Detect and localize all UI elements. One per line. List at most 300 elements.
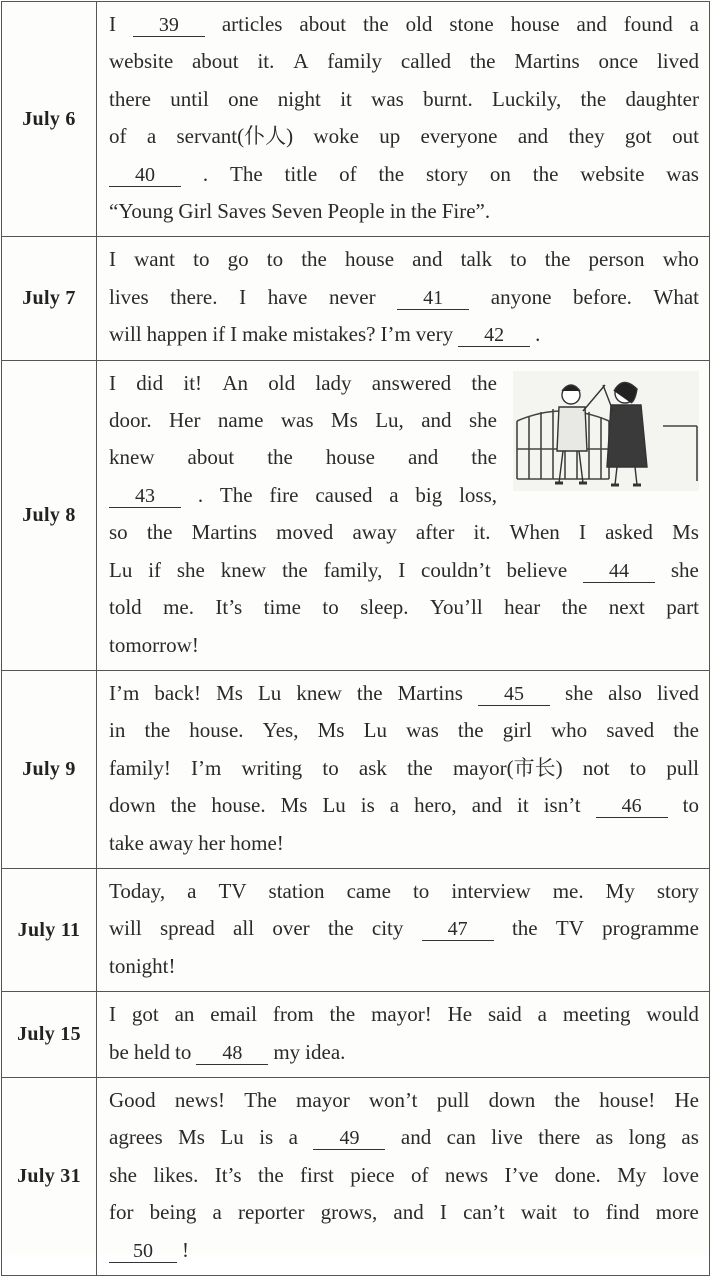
word: I xyxy=(398,557,406,582)
word: away xyxy=(352,520,397,545)
word: and xyxy=(407,445,439,470)
word: idea. xyxy=(305,1039,346,1064)
blank-40[interactable]: 40 xyxy=(109,164,181,187)
word: house xyxy=(325,445,375,470)
word: a xyxy=(689,12,699,36)
word: When xyxy=(509,520,560,545)
word: moved xyxy=(276,520,334,545)
word: and xyxy=(412,247,443,272)
text-line xyxy=(109,996,699,1033)
word: won’t xyxy=(368,1087,418,1112)
word: a xyxy=(389,482,399,507)
word: and xyxy=(576,12,607,36)
word: the xyxy=(580,86,607,111)
word: couldn’t xyxy=(421,557,491,582)
blank-47[interactable]: 47 xyxy=(422,918,494,941)
word: go xyxy=(227,247,249,272)
word: if xyxy=(148,557,162,582)
text-line xyxy=(109,316,699,353)
word: to xyxy=(573,1200,590,1225)
word: the xyxy=(471,370,497,395)
text-line xyxy=(109,279,699,316)
word: knew xyxy=(296,680,342,705)
word: long xyxy=(628,1125,666,1150)
word: me. xyxy=(163,595,194,620)
word: about xyxy=(191,49,239,74)
word: to xyxy=(682,793,699,818)
word: want xyxy=(134,247,175,272)
word: there xyxy=(109,86,151,111)
text-line xyxy=(109,627,699,664)
word: Martins xyxy=(191,520,257,545)
diary-table xyxy=(1,1,710,1276)
text-line xyxy=(109,825,699,862)
word: will xyxy=(109,322,142,347)
word: the xyxy=(301,247,327,272)
word: the xyxy=(471,445,497,470)
word: house xyxy=(345,247,395,272)
word: it xyxy=(340,86,352,111)
word: of xyxy=(109,124,127,149)
entry-cell xyxy=(97,237,710,360)
word: who xyxy=(662,247,699,272)
word: the xyxy=(511,916,538,941)
word: will xyxy=(109,916,142,941)
word: held xyxy=(133,1039,170,1064)
word: got xyxy=(131,1002,159,1027)
word: was xyxy=(406,718,439,743)
text-line xyxy=(109,1119,699,1156)
word: night xyxy=(277,86,321,111)
word: to xyxy=(322,755,339,780)
word: not xyxy=(582,755,610,780)
word: reporter xyxy=(238,1200,305,1225)
word: story xyxy=(656,878,699,903)
word: for xyxy=(109,1200,134,1225)
word: pull xyxy=(436,1087,470,1112)
diary-row xyxy=(2,1077,710,1275)
word: in xyxy=(109,718,126,743)
word: station xyxy=(268,878,325,903)
word: the xyxy=(356,680,383,705)
text-line xyxy=(109,675,699,712)
text-line xyxy=(109,589,699,626)
word: she xyxy=(565,680,594,705)
blank-46[interactable]: 46 xyxy=(596,795,668,818)
word: fire xyxy=(269,482,299,507)
word: a xyxy=(537,1002,547,1027)
word: it! xyxy=(183,370,203,395)
word: down xyxy=(488,1087,536,1112)
date-cell: July 6 xyxy=(2,2,97,237)
word: He xyxy=(674,1087,699,1112)
word: family! xyxy=(109,755,171,780)
blank-45[interactable]: 45 xyxy=(478,683,550,706)
word: email xyxy=(210,1002,257,1027)
word: mayor(市长) xyxy=(452,755,563,780)
word: I’m xyxy=(109,680,140,705)
word: family xyxy=(327,49,383,74)
word: website xyxy=(109,49,174,74)
word: to xyxy=(412,878,430,903)
word: lived xyxy=(656,49,699,74)
blank-48[interactable]: 48 xyxy=(196,1042,268,1065)
word: Ms xyxy=(317,718,345,743)
word: the xyxy=(362,12,389,36)
word: What xyxy=(653,284,699,309)
word: lady xyxy=(315,370,352,395)
word: who xyxy=(551,718,588,743)
word: story xyxy=(425,161,468,186)
word: of xyxy=(410,1162,429,1187)
word: the xyxy=(257,1162,284,1187)
word: a xyxy=(187,878,197,903)
entry-cell xyxy=(97,868,710,991)
word: My xyxy=(617,1162,647,1187)
diary-row xyxy=(2,992,710,1078)
word: The xyxy=(244,1087,277,1112)
text-line xyxy=(109,1034,699,1071)
word: to xyxy=(174,1039,192,1064)
word: would xyxy=(646,1002,699,1027)
word: hero, xyxy=(414,793,457,818)
entry-cell xyxy=(97,1077,710,1275)
word: she xyxy=(176,557,205,582)
word: a xyxy=(389,793,400,818)
word: first xyxy=(300,1162,334,1187)
word: Ms xyxy=(330,408,358,433)
word: Ms xyxy=(216,680,243,705)
word: said xyxy=(487,1002,522,1027)
word: burnt. xyxy=(423,86,473,111)
word: the xyxy=(532,161,559,186)
word: out xyxy=(672,124,699,149)
word: be xyxy=(109,1039,129,1064)
word: got xyxy=(624,124,652,149)
date-cell: July 8 xyxy=(2,360,97,670)
text-line xyxy=(109,241,699,278)
word: Girl xyxy=(178,199,213,224)
word: family, xyxy=(323,557,383,582)
word: one xyxy=(228,86,259,111)
word: . xyxy=(197,482,204,507)
word: and xyxy=(517,124,549,149)
date-cell: July 7 xyxy=(2,237,97,360)
word: the xyxy=(146,520,173,545)
word: is xyxy=(259,1125,274,1150)
word: done. xyxy=(554,1162,601,1187)
text-line xyxy=(109,81,699,118)
word: An xyxy=(222,370,248,395)
word: I xyxy=(109,1002,116,1027)
word: I xyxy=(239,284,247,309)
word: the xyxy=(411,199,437,224)
word: as xyxy=(595,1125,614,1150)
word: being xyxy=(149,1200,197,1225)
blank-42[interactable]: 42 xyxy=(458,324,530,347)
word: Ms xyxy=(672,520,699,545)
word: website xyxy=(580,161,645,186)
word: she xyxy=(468,408,497,433)
word: caused xyxy=(315,482,373,507)
word: I’m xyxy=(380,322,411,347)
word: was xyxy=(666,161,699,186)
word: before. xyxy=(573,284,632,309)
word: Lu xyxy=(363,718,387,743)
word: to xyxy=(193,247,210,272)
text-line xyxy=(109,365,497,402)
word: have xyxy=(267,284,308,309)
word: called xyxy=(400,49,452,74)
word: interview xyxy=(451,878,531,903)
word: on xyxy=(489,161,511,186)
word: lived xyxy=(656,680,699,705)
word: tomorrow! xyxy=(109,632,199,657)
word: meeting xyxy=(562,1002,631,1027)
blank-43[interactable]: 43 xyxy=(109,485,181,508)
word: about xyxy=(187,445,235,470)
blank-44[interactable]: 44 xyxy=(583,560,655,583)
word: can’t xyxy=(463,1200,505,1225)
text-line xyxy=(109,1232,699,1269)
word: talk xyxy=(460,247,493,272)
entry-cell xyxy=(97,670,710,868)
word: My xyxy=(605,878,635,903)
word: knew xyxy=(220,557,267,582)
word: me. xyxy=(552,878,584,903)
text-line xyxy=(109,750,699,787)
text-line xyxy=(109,1082,699,1119)
word: told xyxy=(109,595,142,620)
word: the xyxy=(407,755,433,780)
word: Good xyxy=(109,1087,156,1112)
blank-49[interactable]: 49 xyxy=(313,1127,385,1150)
word: my xyxy=(273,1039,301,1064)
word: down xyxy=(109,793,156,818)
word: to xyxy=(629,755,647,780)
text-line xyxy=(109,118,699,155)
word: lives xyxy=(109,284,149,309)
word: the xyxy=(378,161,405,186)
word: grows, xyxy=(320,1200,378,1225)
word: never xyxy=(328,284,376,309)
blank-41[interactable]: 41 xyxy=(397,287,469,310)
word: piece xyxy=(350,1162,395,1187)
word: big xyxy=(415,482,443,507)
word: Fire”. xyxy=(441,199,491,224)
word: away xyxy=(148,830,194,855)
date-cell: July 15 xyxy=(2,992,97,1078)
word: the xyxy=(469,49,496,74)
word: asked xyxy=(605,520,653,545)
word: He xyxy=(447,1002,473,1027)
text-line xyxy=(109,1157,699,1194)
word: the xyxy=(457,718,484,743)
word: more xyxy=(655,1200,699,1225)
word: there xyxy=(538,1125,581,1150)
word: the xyxy=(267,445,293,470)
word: news xyxy=(444,1162,489,1187)
word: anyone xyxy=(490,284,552,309)
word: the xyxy=(144,718,171,743)
word: ! xyxy=(182,1237,189,1262)
word: once xyxy=(598,49,639,74)
text-line xyxy=(109,477,497,514)
word: People xyxy=(327,199,385,224)
word: and xyxy=(400,1125,432,1150)
word: mayor xyxy=(296,1087,350,1112)
word: I xyxy=(578,520,586,545)
text-line xyxy=(109,910,699,947)
word: the xyxy=(329,1002,356,1027)
word: live xyxy=(491,1125,523,1150)
word: to xyxy=(322,595,339,620)
word: happen xyxy=(146,322,208,347)
word: articles xyxy=(221,12,283,36)
word: it xyxy=(517,793,529,818)
word: Lu xyxy=(220,1125,244,1150)
word: and xyxy=(393,1200,424,1225)
word: Martins xyxy=(514,49,580,74)
word: isn’t xyxy=(543,793,581,818)
word: I xyxy=(439,1200,447,1225)
word: Seven xyxy=(271,199,323,224)
word: Today, xyxy=(109,878,166,903)
word: found xyxy=(623,12,673,36)
word: I xyxy=(109,247,116,272)
word: knew xyxy=(109,445,155,470)
word: hear xyxy=(504,595,541,620)
word: Martins xyxy=(397,680,463,705)
word: I xyxy=(109,12,116,36)
word: there. xyxy=(170,284,218,309)
word: Ms xyxy=(178,1125,205,1150)
word: it. xyxy=(257,49,275,74)
word: house. xyxy=(189,718,244,743)
word: house xyxy=(510,12,560,36)
text-line xyxy=(109,6,699,43)
diary-row xyxy=(2,360,710,670)
text-line xyxy=(109,552,699,589)
entry-cell xyxy=(97,992,710,1078)
text-line xyxy=(109,193,699,230)
word: I xyxy=(109,370,116,395)
word: A xyxy=(293,49,309,74)
word: to xyxy=(510,247,527,272)
word: Lu xyxy=(322,793,346,818)
word: home! xyxy=(230,830,284,855)
word: likes. xyxy=(153,1162,199,1187)
word: Yes, xyxy=(262,718,299,743)
word: the xyxy=(673,718,699,743)
word: house! xyxy=(599,1087,656,1112)
word: pull xyxy=(666,755,699,780)
word: was xyxy=(280,408,314,433)
word: very xyxy=(415,322,454,347)
word: ask xyxy=(358,755,387,780)
date-cell: July 9 xyxy=(2,670,97,868)
word: find xyxy=(605,1200,640,1225)
word: as xyxy=(681,1125,699,1150)
word: writing xyxy=(241,755,303,780)
diary-row xyxy=(2,670,710,868)
word: spread xyxy=(159,916,215,941)
word: tonight! xyxy=(109,953,176,978)
word: in xyxy=(389,199,407,224)
word: Lu xyxy=(109,557,133,582)
word: old xyxy=(405,12,433,36)
text-line xyxy=(109,787,699,824)
word: believe xyxy=(506,557,568,582)
entry-cell xyxy=(97,360,710,670)
word: all xyxy=(233,916,255,941)
word: saved xyxy=(606,718,655,743)
word: the xyxy=(561,595,588,620)
word: mayor! xyxy=(371,1002,432,1027)
word: the xyxy=(170,793,197,818)
word: old xyxy=(268,370,296,395)
text-line xyxy=(109,402,497,439)
word: Luckily, xyxy=(492,86,562,111)
word: Saves xyxy=(217,199,267,224)
text-line xyxy=(109,712,699,749)
word: loss, xyxy=(459,482,497,507)
word: and xyxy=(421,408,452,433)
text-line xyxy=(109,873,699,910)
word: a xyxy=(288,1125,298,1150)
word: TV xyxy=(555,916,584,941)
word: if xyxy=(212,322,226,347)
blank-50[interactable]: 50 xyxy=(109,1240,177,1263)
word: It’s xyxy=(214,1162,242,1187)
word: about xyxy=(299,12,347,36)
word: of xyxy=(339,161,357,186)
word: mistakes? xyxy=(292,322,376,347)
word: person xyxy=(588,247,645,272)
word: they xyxy=(568,124,605,149)
ms-lu-illustration xyxy=(513,371,699,491)
word: city xyxy=(371,916,404,941)
word: next xyxy=(608,595,645,620)
word: news! xyxy=(174,1087,226,1112)
blank-39[interactable]: 39 xyxy=(133,14,205,37)
word: I’ve xyxy=(504,1162,539,1187)
word: from xyxy=(272,1002,314,1027)
word: to xyxy=(266,247,284,272)
word: answered xyxy=(371,370,452,395)
word: take xyxy=(109,830,144,855)
word: time xyxy=(263,595,301,620)
word: girl xyxy=(502,718,532,743)
word: You’ll xyxy=(429,595,483,620)
word: wait xyxy=(520,1200,557,1225)
word: The xyxy=(219,482,253,507)
word: woke xyxy=(313,124,359,149)
word: It’s xyxy=(215,595,243,620)
word: a xyxy=(146,124,157,149)
word: Lu, xyxy=(375,408,404,433)
word: the xyxy=(544,247,571,272)
word: programme xyxy=(602,916,699,941)
word: TV xyxy=(218,878,247,903)
word: also xyxy=(608,680,642,705)
word: The xyxy=(230,161,263,186)
word: name xyxy=(217,408,264,433)
word: she xyxy=(109,1162,137,1187)
word: and xyxy=(471,793,503,818)
word: everyone xyxy=(420,124,498,149)
word: up xyxy=(379,124,401,149)
